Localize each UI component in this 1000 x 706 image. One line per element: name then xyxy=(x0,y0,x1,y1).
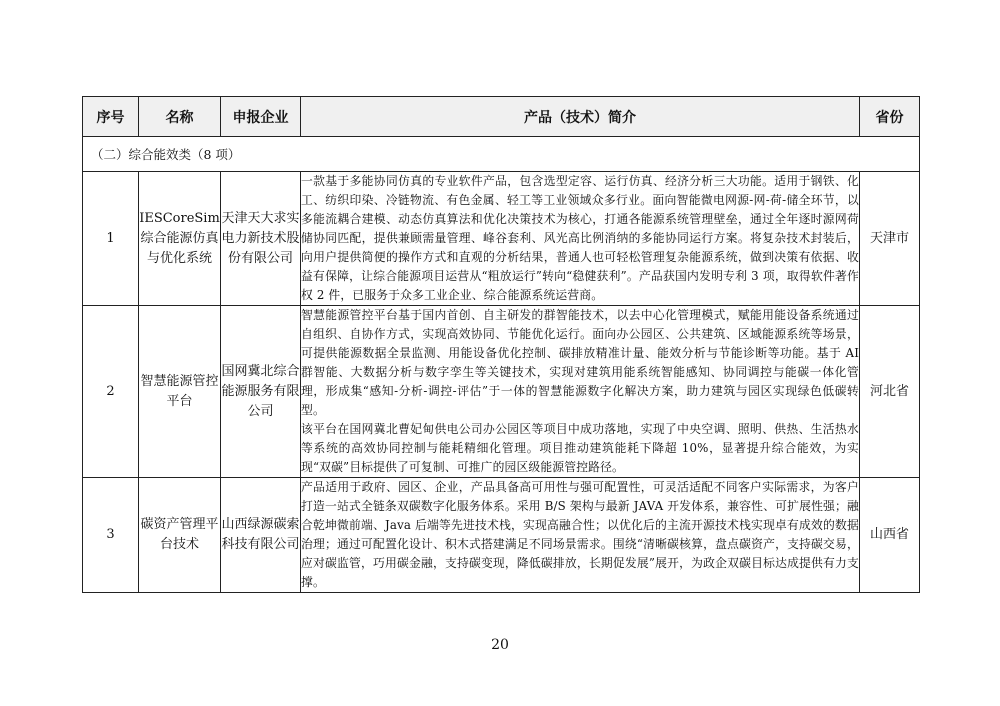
row-description xyxy=(301,478,860,593)
row-province: 天津市 xyxy=(860,172,920,306)
section-row xyxy=(83,137,920,172)
row-company: 天津天大求实电力新技术股份有限公司 xyxy=(221,172,301,306)
section-title: （二）综合能效类（8 项） xyxy=(83,137,920,172)
header-row xyxy=(83,97,920,137)
row-province: 山西省 xyxy=(860,478,920,593)
row-company: 山西绿源碳索科技有限公司 xyxy=(221,478,301,593)
table-row xyxy=(83,478,920,593)
row-province: 河北省 xyxy=(860,306,920,478)
row-name: IESCoreSim 综合能源仿真与优化系统 xyxy=(139,172,221,306)
row-description-paragraph: 产品适用于政府、园区、企业，产品具备高可用性与强可配置性，可灵活适配不同客户实际需求，为客户打造一站式全链条双碳数字化服务体系。采用 B/S 架构与最新 JAVA 开发体系，兼容性、可扩展性强；融合乾坤微前端、Java 后端等先进技术栈，实现高融合性；以优化后的主流开源技术栈实现卓有成效的数据治理；通过可配置化设计、积木式搭建满足不同场景需求。围绕“清晰碳核算，盘点碳资产，支持碳交易，应对碳监管，巧用碳金融，支持碳变现，降低碳排放，长期促发展”展开，为政企双碳目标达成提供有力支撑。 xyxy=(301,480,859,589)
row-name: 智慧能源管控平台 xyxy=(139,306,221,478)
header-company: 申报企业 xyxy=(221,97,301,137)
row-description-paragraph: 该平台在国网冀北曹妃甸供电公司办公园区等项目中成功落地，实现了中央空调、照明、供热、生活热水等系统的高效协同控制与能耗精细化管理。项目推动建筑能耗下降超 10%，显著提升综合能效，为实现“双碳”目标提供了可复制、可推广的园区级能源管控路径。 xyxy=(301,422,859,474)
row-company: 国网冀北综合能源服务有限公司 xyxy=(221,306,301,478)
row-index: 1 xyxy=(83,172,139,306)
row-description xyxy=(301,172,860,306)
row-description-paragraph: 一款基于多能协同仿真的专业软件产品，包含选型定容、运行仿真、经济分析三大功能。适用于钢铁、化工、纺织印染、冷链物流、有色金属、轻工等工业领域众多行业。面向智能微电网源-网-荷-储全环节，以多能流耦合建模、动态仿真算法和优化决策技术为核心，打通各能源系统管理壁垒，通过全年逐时源网荷储协同匹配，提供兼顾需量管理、峰谷套利、风光高比例消纳的多能协同运行方案。将复杂技术封装后，向用户提供简便的操作方式和直观的分析结果，普通人也可轻松管理复杂能源系统，做到决策有依据、收益有保障，让综合能源项目运营从“粗放运行”转向“稳健获利”。产品获国内发明专利 3 项，取得软件著作权 2 件，已服务于众多工业企业、综合能源系统运营商。 xyxy=(301,174,859,302)
row-description xyxy=(301,306,860,478)
page-number: 20 xyxy=(491,637,509,653)
row-name: 碳资产管理平台技术 xyxy=(139,478,221,593)
header-description: 产品（技术）简介 xyxy=(301,97,860,137)
header-index: 序号 xyxy=(83,97,139,137)
table-row xyxy=(83,172,920,306)
header-province: 省份 xyxy=(860,97,920,137)
row-index: 3 xyxy=(83,478,139,593)
header-name: 名称 xyxy=(139,97,221,137)
row-index: 2 xyxy=(83,306,139,478)
product-table xyxy=(82,96,920,593)
row-description-paragraph: 智慧能源管控平台基于国内首创、自主研发的群智能技术，以去中心化管理模式，赋能用能设备系统通过自组织、自协作方式，实现高效协同、节能优化运行。面向办公园区、公共建筑、区域能源系统等场景，可提供能源数据全景监测、用能设备优化控制、碳排放精准计量、能效分析与节能诊断等功能。基于 AI 群智能、大数据分析与数字孪生等关键技术，实现对建筑用能系统智能感知、协同调控与能碳一体化管理，形成集“感知-分析-调控-评估”于一体的智慧能源数字化解决方案，助力建筑与园区实现绿色低碳转型。 xyxy=(301,308,859,417)
table-row xyxy=(83,306,920,478)
